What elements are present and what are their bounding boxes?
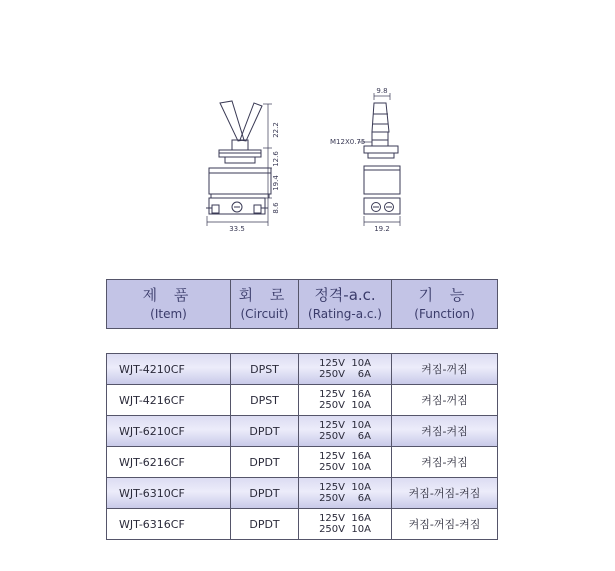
table-row: [107, 354, 497, 384]
cell-rating: [298, 478, 391, 508]
rating-line-1: 125V 16A: [319, 513, 371, 524]
rating-line-1: 125V 16A: [319, 451, 371, 462]
rating-line-2: 250V 6A: [319, 493, 371, 504]
rating-line-2: 250V 6A: [319, 369, 371, 380]
cell-circuit: DPDT: [230, 447, 298, 477]
cell-circuit: DPST: [230, 354, 298, 384]
header-circuit: [230, 280, 298, 328]
rating-line-1: 125V 10A: [319, 420, 371, 431]
switch-drawing: [0, 0, 615, 250]
cell-rating: [298, 385, 391, 415]
cell-item: WJT-4210CF: [119, 362, 185, 376]
cell-rating: [298, 416, 391, 446]
header-item: [107, 280, 230, 328]
rating-line-2: 250V 10A: [319, 524, 371, 535]
lever-left-shape: [220, 101, 244, 141]
dim-thread: M12X0.75: [330, 138, 366, 146]
cell-rating: [298, 509, 391, 539]
cell-item: WJT-6210CF: [119, 424, 185, 438]
cell-function: 켜짐-꺼짐: [391, 385, 497, 415]
table-row: [107, 415, 497, 446]
rating-line-2: 250V 10A: [319, 462, 371, 473]
header-circuit-ko: 회 로: [238, 286, 291, 304]
table-row: [107, 384, 497, 415]
cell-function: 켜짐-꺼짐-켜짐: [391, 509, 497, 539]
dim-height-term: 8.6: [272, 202, 280, 214]
header-rating-ko: 정격-a.c.: [314, 286, 376, 304]
dim-width-front: 33.5: [229, 225, 245, 233]
cell-circuit: DPST: [230, 385, 298, 415]
header-item-en: (Item): [150, 307, 187, 321]
cell-function: 켜짐-꺼짐: [391, 354, 497, 384]
cell-item: WJT-6316CF: [119, 517, 185, 531]
cell-item: WJT-6216CF: [119, 455, 185, 469]
dim-height-mid: 12.6: [272, 151, 280, 167]
cell-function: 켜짐-꺼짐-켜짐: [391, 478, 497, 508]
cell-rating: [298, 447, 391, 477]
table-row: [107, 477, 497, 508]
header-function-en: (Function): [414, 307, 475, 321]
toggle-switch-dimension-drawing: [0, 0, 615, 250]
cell-rating: [298, 354, 391, 384]
rating-line-1: 125V 10A: [319, 358, 371, 369]
header-item-ko: 제 품: [142, 286, 195, 304]
rating-line-2: 250V 10A: [319, 400, 371, 411]
dim-top-width: 9.8: [376, 87, 388, 95]
cell-item: WJT-6310CF: [119, 486, 185, 500]
rating-line-2: 250V 6A: [319, 431, 371, 442]
header-rating: [298, 280, 391, 328]
dim-width-side: 19.2: [374, 225, 390, 233]
table-row: [107, 508, 497, 539]
cell-circuit: DPDT: [230, 416, 298, 446]
cell-function: 켜짐-켜짐: [391, 447, 497, 477]
cell-item: WJT-4216CF: [119, 393, 185, 407]
rating-line-1: 125V 10A: [319, 482, 371, 493]
header-function: [391, 280, 497, 328]
dim-height-body: 19.4: [272, 175, 280, 191]
dim-height-top: 22.2: [272, 122, 280, 138]
spec-header: [106, 279, 498, 329]
header-rating-en: (Rating-a.c.): [308, 307, 382, 321]
header-function-ko: 기 능: [418, 286, 471, 304]
rating-line-1: 125V 16A: [319, 389, 371, 400]
lever-right-shape: [240, 103, 262, 141]
header-circuit-en: (Circuit): [240, 307, 289, 321]
cell-function: 켜짐-켜짐: [391, 416, 497, 446]
cell-circuit: DPDT: [230, 478, 298, 508]
cell-circuit: DPDT: [230, 509, 298, 539]
table-row: [107, 446, 497, 477]
spec-table: [106, 353, 498, 540]
